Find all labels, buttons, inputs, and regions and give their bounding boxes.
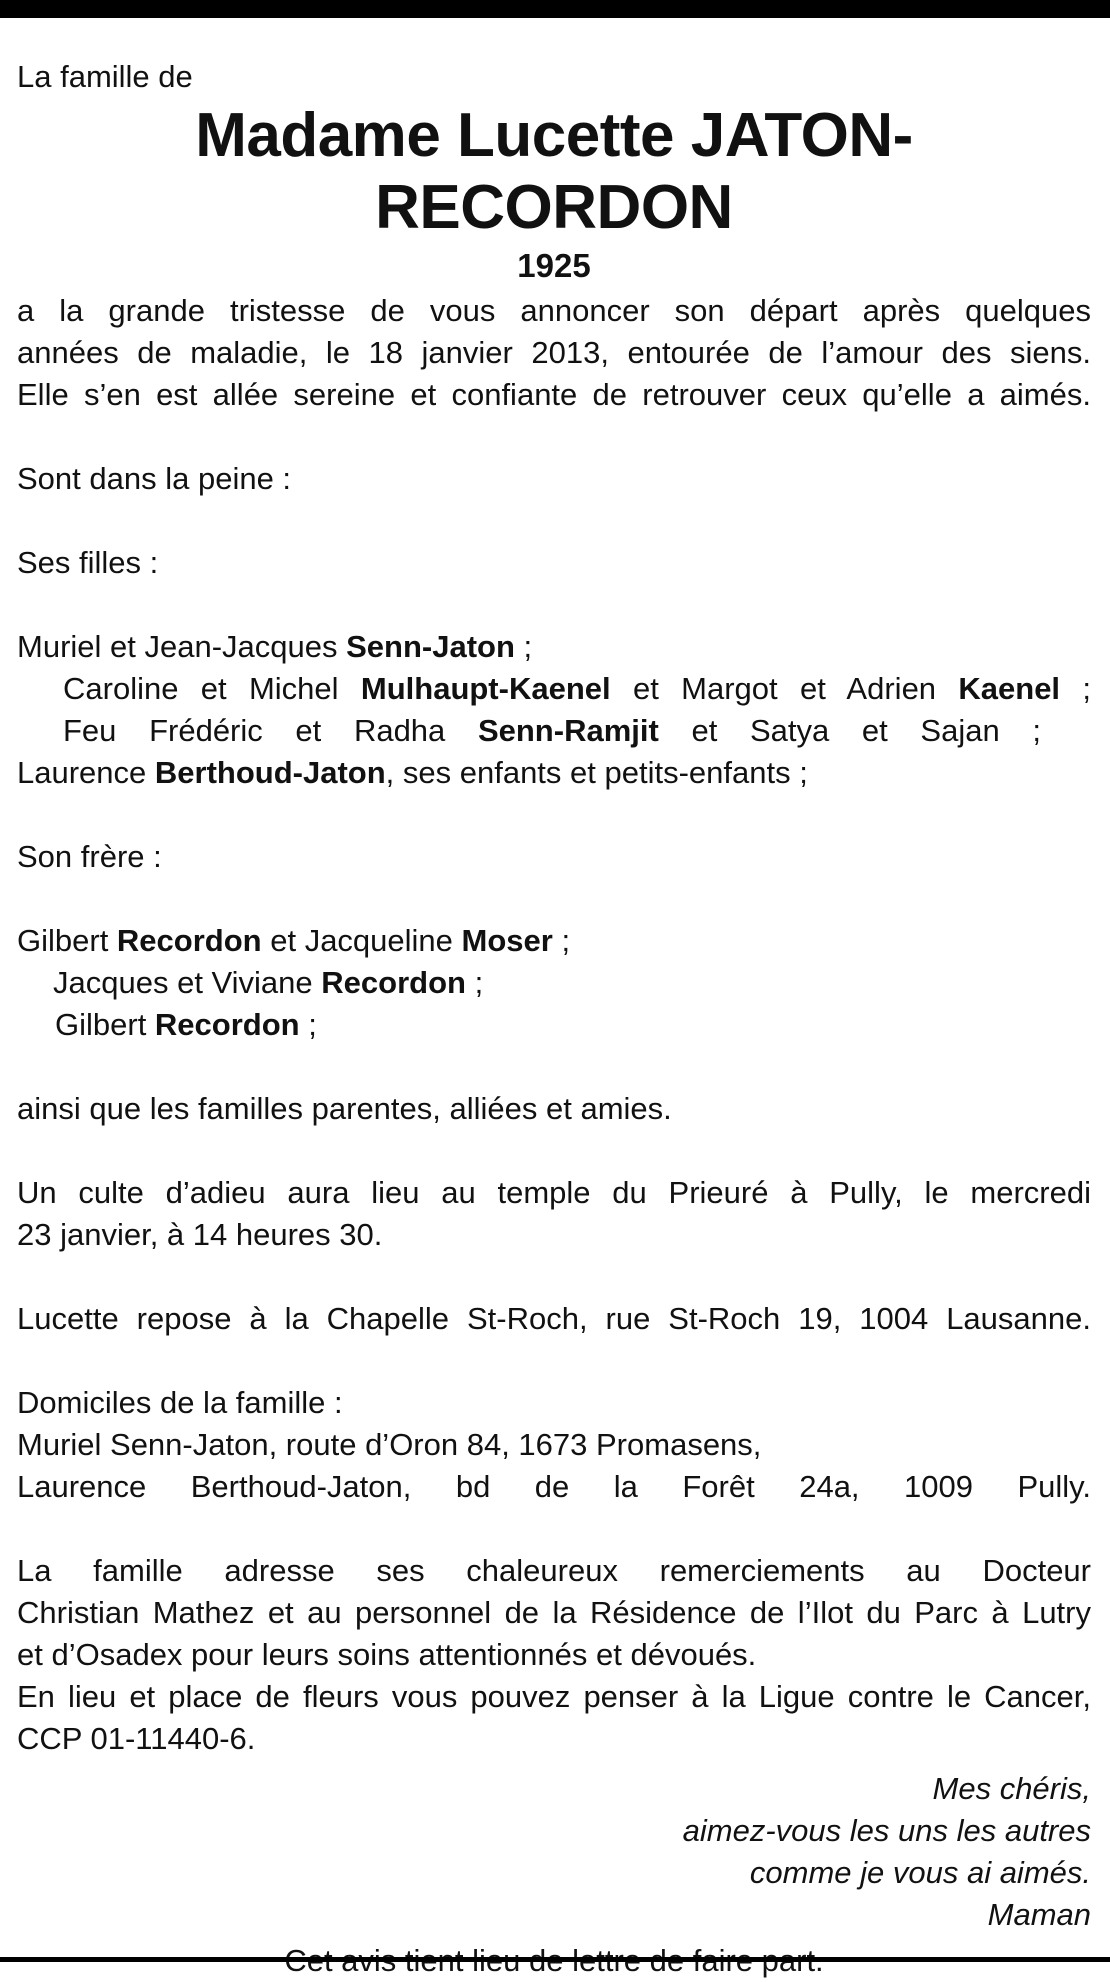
deceased-name: Madame Lucette JATON-RECORDON (195, 101, 913, 242)
family-line: Caroline et Michel Mulhaupt-Kaenel et Margot et Adrien Kaenel ; (63, 671, 1092, 706)
domiciles-paragraph (17, 1382, 1091, 1508)
family-line: Gilbert Recordon et Jacqueline Moser ; (17, 923, 571, 958)
thanks-line: En lieu et place de fleurs vous pouvez penser à la Ligue contre le Cancer, (17, 1679, 1091, 1714)
domicile-line: Laurence Berthoud-Jaton, bd de la Forêt 24a, 1009 Pully. (17, 1469, 1091, 1504)
family-surname: Kaenel (958, 671, 1061, 706)
announcement-line: années de maladie, le 18 janvier 2013, entourée de l’amour des siens. (17, 335, 1091, 370)
family-surname: Mulhaupt-Kaenel (360, 671, 611, 706)
verse-line: comme je vous ai aimés. (749, 1855, 1091, 1890)
domiciles-heading: Domiciles de la famille : (17, 1385, 343, 1420)
family-line: Gilbert Recordon ; (55, 1007, 317, 1042)
domicile-line: Muriel Senn-Jaton, route d’Oron 84, 1673 Promasens, (17, 1427, 762, 1462)
brother-heading: Son frère : (17, 839, 162, 874)
bottom-border-rule (0, 1957, 1110, 1962)
daughters-heading: Ses filles : (17, 545, 159, 580)
verse-signature: Maman (987, 1897, 1091, 1932)
birth-year: 1925 (517, 247, 591, 284)
service-line: 23 janvier, à 14 heures 30. (17, 1217, 383, 1252)
announcement-paragraph (17, 290, 1091, 416)
obituary-notice (17, 56, 1091, 1982)
mourners-heading: Sont dans la peine : (17, 461, 292, 496)
top-border-rule (0, 0, 1110, 18)
resting-place-text: Lucette repose à la Chapelle St-Roch, rue St-Roch 19, 1004 Lausanne. (17, 1301, 1091, 1336)
thanks-line: CCP 01-11440-6. (17, 1721, 256, 1756)
family-line: Jacques et Viviane Recordon ; (53, 965, 484, 1000)
announcement-line: a la grande tristesse de vous annoncer son départ après quelques (17, 293, 1091, 328)
family-surname: Berthoud-Jaton (154, 755, 386, 790)
thanks-line: Christian Mathez et au personnel de la Résidence de l’Ilot du Parc à Lutry (17, 1595, 1091, 1630)
brother-list (17, 920, 1091, 1046)
daughters-list (17, 626, 1091, 794)
family-line: Muriel et Jean-Jacques Senn-Jaton ; (17, 629, 533, 664)
extended-family-text: ainsi que les familles parentes, alliées et amies. (17, 1091, 672, 1126)
announcement-line: Elle s’en est allée sereine et confiante de retrouver ceux qu’elle a aimés. (17, 377, 1091, 412)
family-surname: Senn-Ramjit (477, 713, 659, 748)
service-paragraph (17, 1172, 1091, 1256)
family-surname: Moser (461, 923, 553, 958)
service-line: Un culte d’adieu aura lieu au temple du Prieuré à Pully, le mercredi (17, 1175, 1091, 1210)
verse-line: Mes chéris, (932, 1771, 1091, 1806)
intro-text: La famille de (17, 59, 193, 94)
verse-line: aimez-vous les uns les autres (682, 1813, 1091, 1848)
family-surname: Recordon (154, 1007, 300, 1042)
thanks-line: La famille adresse ses chaleureux remerciements au Docteur (17, 1553, 1091, 1588)
thanks-line: et d’Osadex pour leurs soins attentionnés et dévoués. (17, 1637, 757, 1672)
family-line: Feu Frédéric et Radha Senn-Ramjit et Satya et Sajan ; (63, 713, 1041, 748)
farewell-verse (17, 1768, 1091, 1936)
family-surname: Recordon (116, 923, 262, 958)
thanks-paragraph (17, 1550, 1091, 1760)
family-surname: Senn-Jaton (346, 629, 515, 664)
family-line: Laurence Berthoud-Jaton, ses enfants et petits-enfants ; (17, 755, 808, 790)
family-surname: Recordon (321, 965, 466, 1000)
